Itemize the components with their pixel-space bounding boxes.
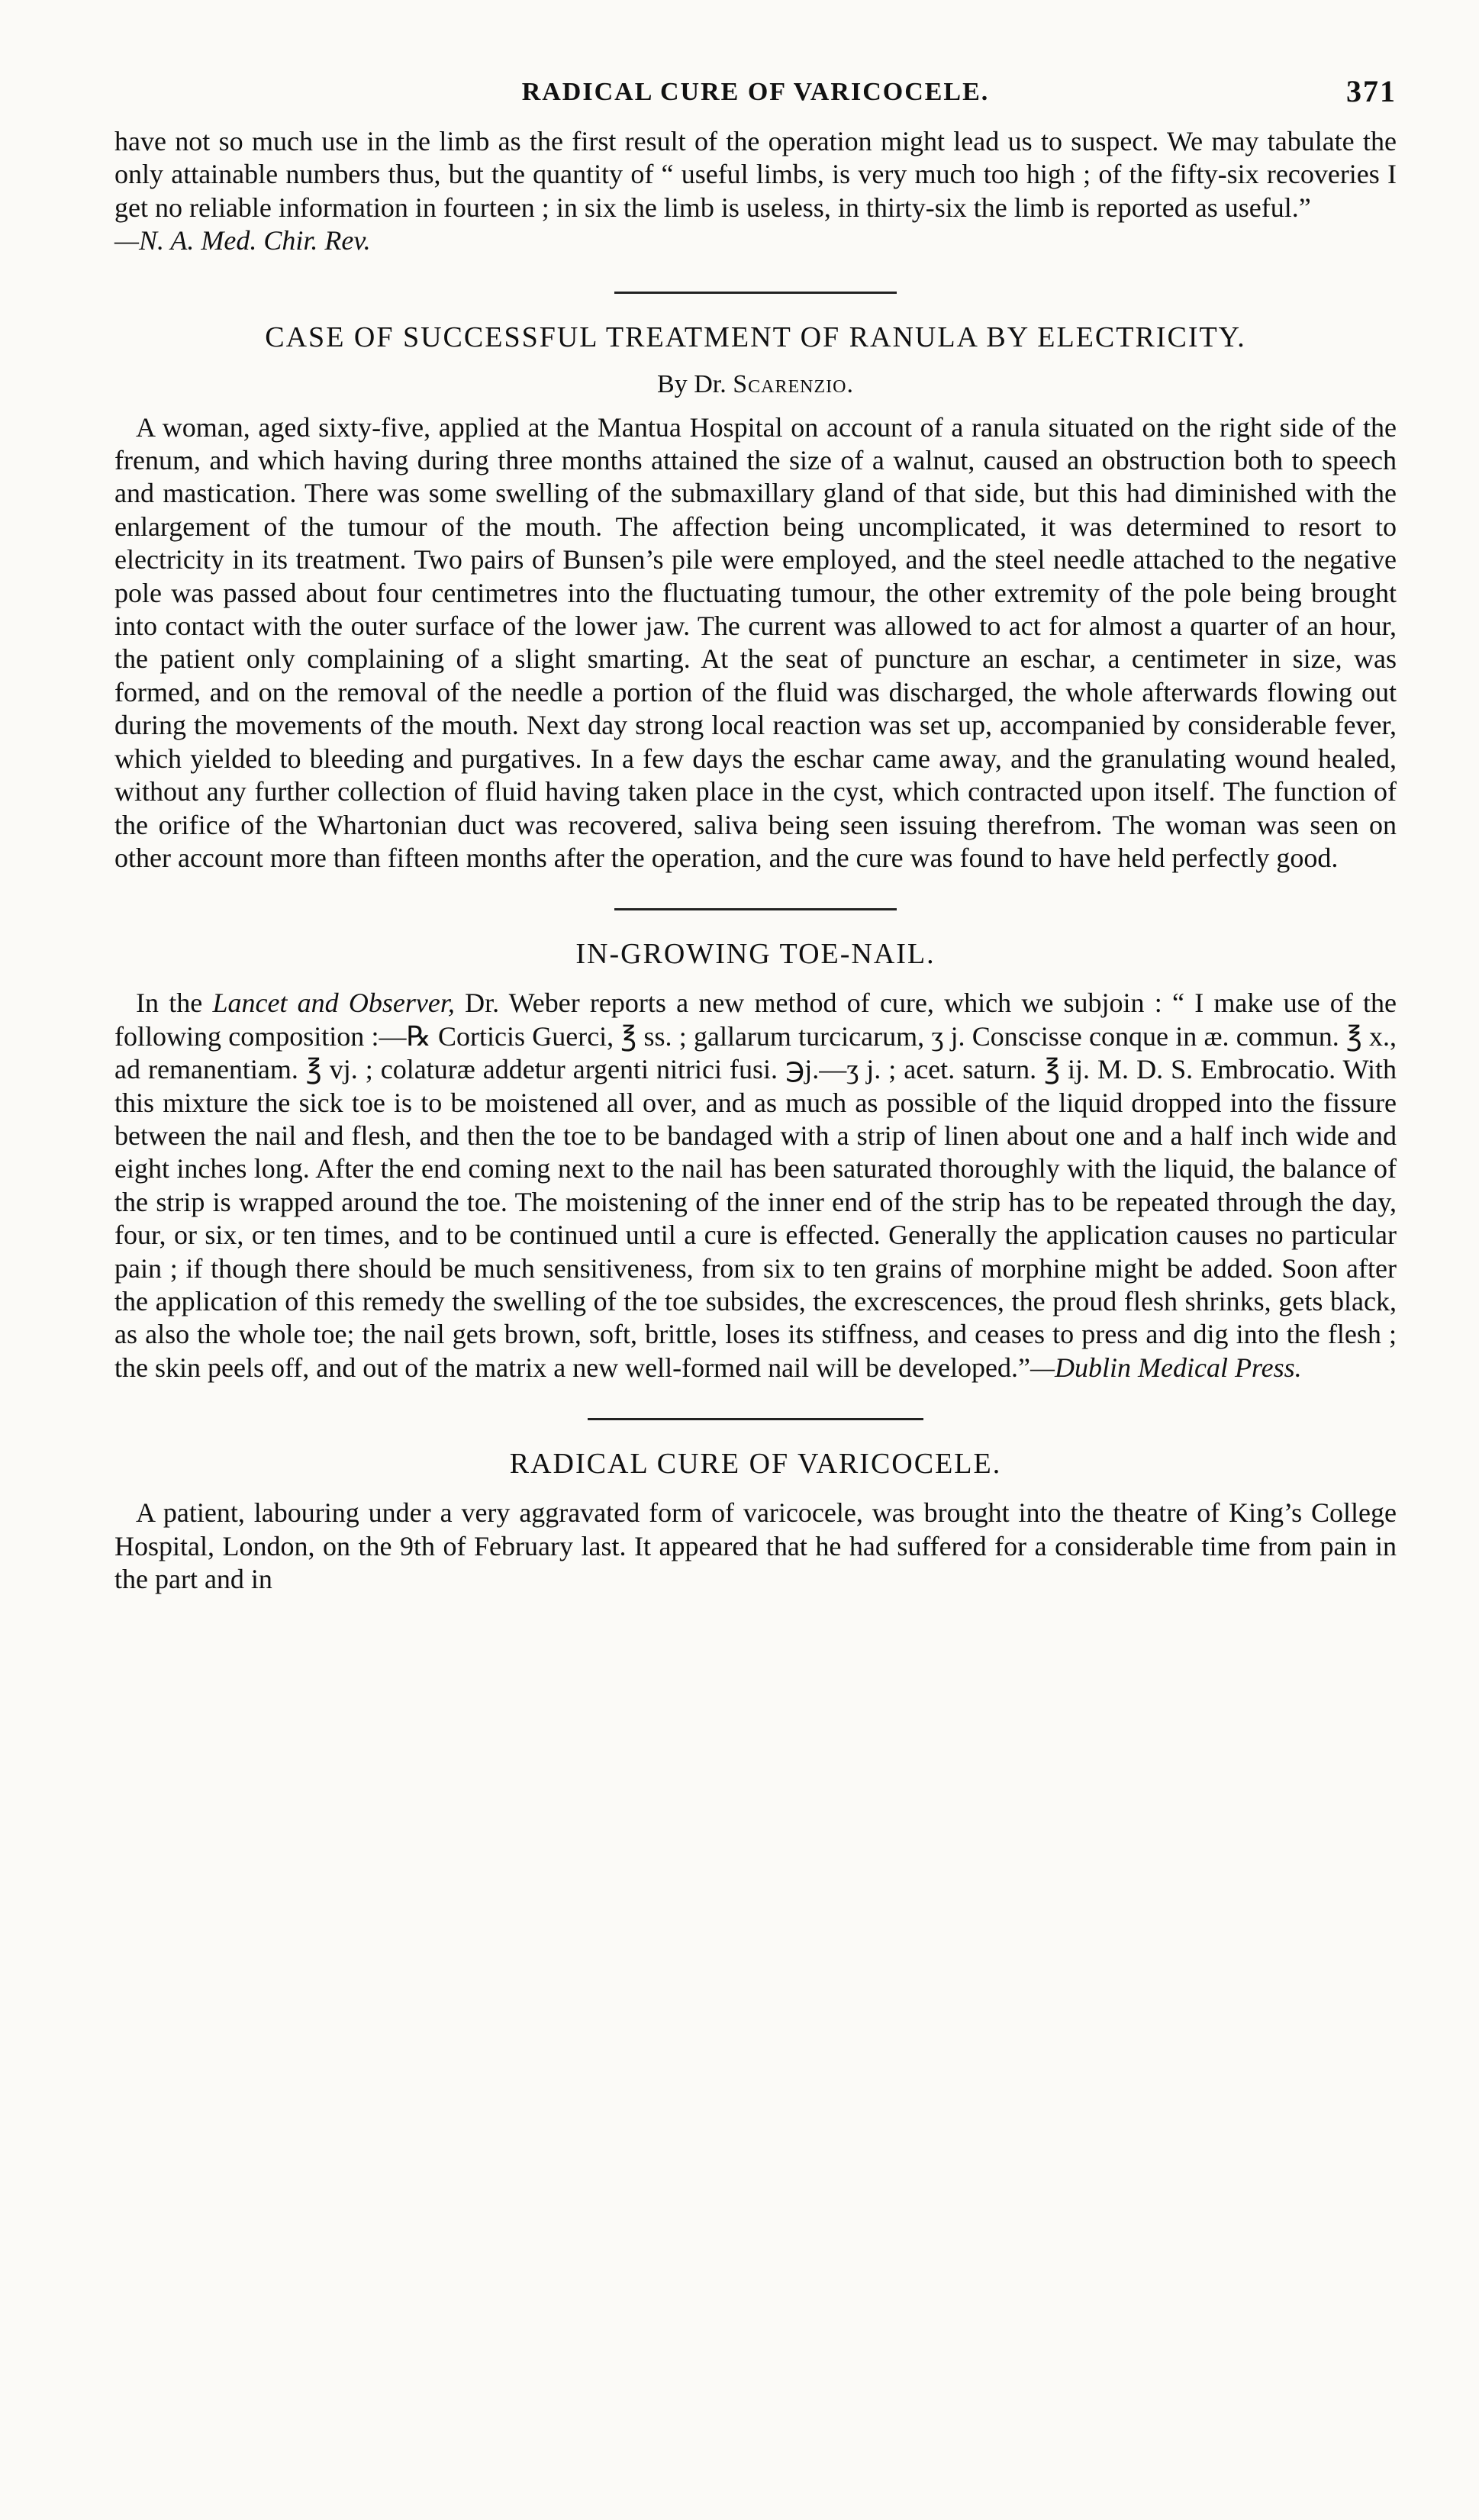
toenail-body	[114, 987, 1397, 1384]
section-divider	[614, 292, 897, 294]
toenail-heading: IN-GROWING TOE-NAIL.	[575, 938, 936, 971]
continuation-paragraph	[114, 125, 1397, 224]
page	[114, 73, 1397, 1596]
ranula-heading: CASE OF SUCCESSFUL TREATMENT OF RANULA BY ELECTRICITY.	[265, 321, 1246, 353]
running-head	[114, 73, 1397, 119]
running-title: RADICAL CURE OF VARICOCELE.	[521, 78, 990, 106]
section-divider	[588, 1418, 923, 1420]
byline-prefix: By Dr.	[657, 369, 727, 398]
toenail-body-text: Dr. Weber reports a new method of cure, which we subjoin : “ I make use of the following composition :—℞ Corticis Guerci, ℥ ss. ; gallarum turcicarum, ʒ j. Conscisse conque in æ. commun. ℥ x., ad remanentiam. ℥ vj. ; colaturæ addetur argenti nitrici fusi. ℈j.—ʒ j. ; acet. saturn. ℥ ij. M. D. S. Embrocatio. With this mixture the sick toe is to be moistened all over, and as much as possible of the liquid dropped into the fissure between the nail and flesh, and then the toe to be bandaged with a strip of linen about one and a half inch wide and eight inches long. After the end coming next to the nail has been saturated thoroughly with the liquid, the balance of the strip is wrapped around the toe. The moistening of the inner end of the strip has to be repeated through the day, four, or six, or ten times, and to be continued until a cure is effected. Generally the application causes no particular pain ; if though there should be much sensitiveness, from six to ten grains of morphine might be added. Soon after the application of this remedy the swelling of the toe subsides, the excrescences, the proud flesh shrinks, gets black, as also the whole toe; the nail gets brown, soft, brittle, loses its stiffness, and ceases to press and dig into the flesh ; the skin peels off, and out of the matrix a new well-formed nail will be developed.”	[114, 988, 1397, 1383]
continuation-source-line	[114, 224, 1397, 257]
ranula-byline	[114, 369, 1397, 401]
byline-author: Scarenzio.	[733, 369, 854, 398]
varicocele-heading: RADICAL CURE OF VARICOCELE.	[509, 1448, 1002, 1481]
continuation-source: —N. A. Med. Chir. Rev.	[114, 225, 371, 256]
varicocele-body: A patient, labouring under a very aggravated form of varicocele, was brought into the theatre of King’s College Hospital, London, on the 9th of February last. It appeared that he had suffered for a considerable time from pain in the part and in	[114, 1497, 1397, 1594]
ranula-body: A woman, aged sixty-five, applied at the Mantua Hospital on account of a ranula situated on the right side of the frenum, and which having during three months attained the size of a walnut, caused an obstruction both to speech and mastication. There was some swelling of the submaxillary gland of that side, but this had diminished with the enlargement of the tumour of the mouth. The affection being uncomplicated, it was determined to resort to electricity in its treatment. Two pairs of Bunsen’s pile were employed, and the steel needle attached to the negative pole was passed about four centimetres into the fluctuating tumour, the other extremity of the pole being brought into contact with the outer surface of the lower jaw. The current was allowed to act for almost a quarter of an hour, the patient only complaining of a slight smarting. At the seat of puncture an eschar, a centimeter in size, was formed, and on the removal of the needle a portion of the fluid was discharged, the whole afterwards flowing out during the movements of the mouth. Next day strong local reaction was set up, accompanied by considerable fever, which yielded to bleeding and purgatives. In a few days the eschar came away, and the granulating wound healed, without any further collection of fluid having taken place in the cyst, which contracted upon itself. The function of the orifice of the Whartonian duct was recovered, saliva being seen issuing therefrom. The woman was seen on other account more than fifteen months after the operation, and the cure was found to have held perfectly good.	[114, 411, 1397, 873]
toenail-body-prefix: In the	[136, 988, 203, 1019]
page-number: 371	[1346, 74, 1397, 108]
section-divider	[614, 908, 897, 910]
toenail-journal: Lancet and Observer,	[212, 988, 455, 1019]
toenail-source: —Dublin Medical Press.	[1030, 1352, 1302, 1383]
continuation-text: have not so much use in the limb as the first result of the operation might lead us to suspect. We may tabulate the only attainable numbers thus, but the quantity of “ useful limbs, is very much too high ; of the fifty-six recoveries I get no reliable information in fourteen ; in six the limb is useless, in thirty-six the limb is reported as useful.”	[114, 126, 1397, 223]
